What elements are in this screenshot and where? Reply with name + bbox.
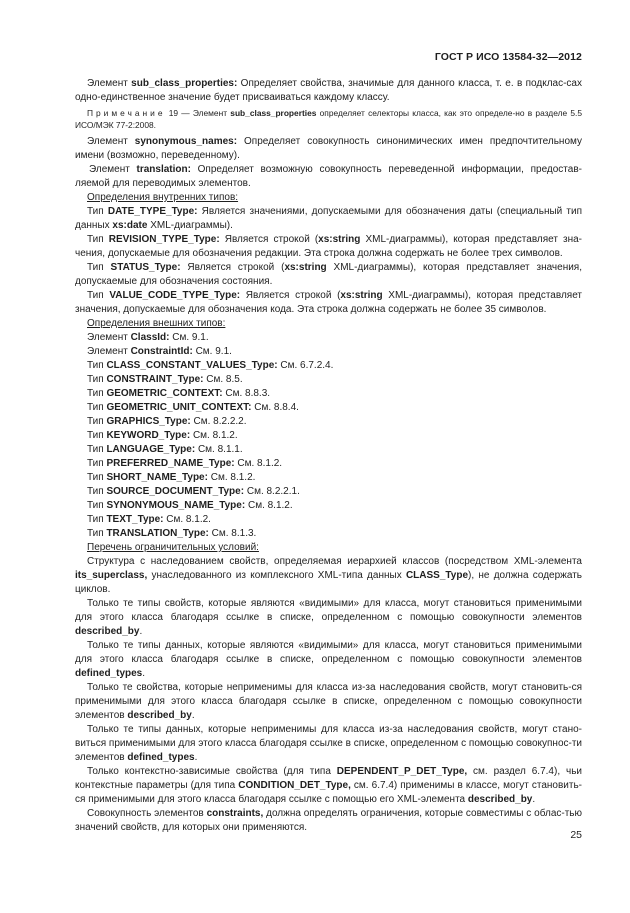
text-run: Элемент xyxy=(87,78,132,89)
text-run: Тип xyxy=(87,388,107,399)
paragraph-translation xyxy=(75,163,582,191)
type-name: SYNONYMOUS_NAME_Type: xyxy=(106,500,246,511)
text-run: . xyxy=(142,668,146,679)
external-type-item xyxy=(75,331,582,345)
text-run: Определяет возможную совокупность переведенной информации, предостав-ляемой для переводимых элементов. xyxy=(75,164,582,189)
page-number: 25 xyxy=(570,829,582,841)
type-name: CLASS_Type xyxy=(405,570,469,581)
section-heading-constraints: Перечень ограничительных условий: xyxy=(87,542,259,553)
constraint-inheritance-cycles xyxy=(75,555,582,597)
type-name: REVISION_TYPE_Type: xyxy=(108,234,220,245)
constraint-visible-datatypes xyxy=(75,639,582,681)
datatype-name: xs:string xyxy=(318,234,361,245)
reference: См. 8.1.2. xyxy=(207,472,256,483)
reference: См. 8.1.2. xyxy=(245,500,293,511)
text-run: Структура с наследованием свойств, определяемая иерархией классов (посредством XML-элемента xyxy=(87,556,582,567)
type-name: CONSTRAINT_Type: xyxy=(106,374,204,385)
type-name: CONDITION_DET_Type, xyxy=(238,780,351,791)
element-name: constraints, xyxy=(206,808,264,819)
text-run: Только те типы свойств, которые являются «видимыми» для класса, могут становиться применимыми для этого класса благодаря ссылке в списке, определенном с помощью совокупности элементов xyxy=(75,598,582,623)
text-run: Является строкой ( xyxy=(219,234,319,245)
constraint-context-dependent xyxy=(75,765,582,807)
external-type-item xyxy=(75,513,582,527)
text-run: Элемент xyxy=(87,332,131,343)
text-run: . xyxy=(194,752,198,763)
text-run: см. 6.7.4) применимы в классе, могут становить-ся применимыми для этого класса благодаря ссылке с помощью его XML-элемента xyxy=(75,780,582,805)
text-run: Тип xyxy=(87,402,107,413)
type-name: ClassId: xyxy=(130,332,170,343)
type-name: SOURCE_DOCUMENT_Type: xyxy=(106,486,245,497)
text-run: Тип xyxy=(87,234,109,245)
type-name: GEOMETRIC_CONTEXT: xyxy=(106,388,223,399)
text-run: Элемент xyxy=(89,164,137,175)
text-run: Тип xyxy=(87,514,107,525)
text-run: XML-диаграммы), которая представляет значения, допускаемые для обозначения кода. Эта строка должна содержать не более 35 символов. xyxy=(75,290,583,315)
type-name: LANGUAGE_Type: xyxy=(106,444,196,455)
section-heading-internal-types: Определения внутренних типов: xyxy=(87,192,239,203)
reference: См. 8.2.2.2. xyxy=(190,416,247,427)
text-run: Определяет совокупность синонимических имен предпочтительному имени (возможно, переведенному). xyxy=(75,136,582,161)
text-run: Тип xyxy=(87,500,107,511)
text-run: XML-диаграммы). xyxy=(147,220,233,231)
type-name: DATE_TYPE_Type: xyxy=(107,206,198,217)
type-name: VALUE_CODE_TYPE_Type: xyxy=(109,290,241,301)
external-type-item xyxy=(75,457,582,471)
text-run: Только те типы данных, которые являются «видимыми» для класса, могут становиться применимыми для этого класса благодаря ссылке в списке, определенном с помощью совокупности элементов xyxy=(75,640,582,665)
external-type-item xyxy=(75,415,582,429)
text-run: Только те типы данных, которые неприменимы для класса из-за наследования свойств, могут стано-виться применимыми для этого класса благодаря ссылке в списке, определенном с помощью совокупнос-ти элементов xyxy=(75,724,582,763)
text-run: Определяет свойства, значимые для данного класса, т. е. в подклас-сах одно-единственное значение будет присваиваться каждому классу. xyxy=(75,78,582,103)
page-content xyxy=(75,77,582,835)
reference: См. 8.1.2. xyxy=(190,430,238,441)
text-run: Элемент xyxy=(87,136,135,147)
type-name: TRANSLATION_Type: xyxy=(106,528,209,539)
text-run: Тип xyxy=(87,374,107,385)
text-run: Тип xyxy=(87,360,107,371)
type-name: SHORT_NAME_Type: xyxy=(106,472,208,483)
constraint-inapplicable-properties xyxy=(75,681,582,723)
reference: См. 8.1.2. xyxy=(234,458,283,469)
text-run: . xyxy=(139,626,143,637)
type-name: KEYWORD_Type: xyxy=(106,430,191,441)
text-run: унаследованного из комплексного XML-типа данных xyxy=(147,570,406,581)
text-run: Элемент xyxy=(87,346,131,357)
text-run: Тип xyxy=(87,444,107,455)
element-name: defined_types xyxy=(127,752,195,763)
type-name: ConstraintId: xyxy=(130,346,193,357)
external-type-item xyxy=(75,429,582,443)
type-name: DEPENDENT_P_DET_Type, xyxy=(336,766,468,777)
element-name: its_superclass, xyxy=(75,570,148,581)
paragraph-value-code-type xyxy=(75,289,582,317)
element-name: sub_class_properties: xyxy=(131,78,238,89)
text-run: Тип xyxy=(87,528,107,539)
external-type-item xyxy=(75,401,582,415)
text-run: Тип xyxy=(87,262,111,273)
text-run: Является строкой ( xyxy=(240,290,341,301)
external-type-item xyxy=(75,443,582,457)
external-types-list xyxy=(75,331,582,541)
paragraph-revision-type xyxy=(75,233,582,261)
text-run: Только те свойства, которые неприменимы для класса из-за наследования свойств, могут становить-ся применимыми для этого класса благодаря ссылке в списке, определенном с помощью совокупности элементов xyxy=(75,682,582,721)
reference: См. 8.8.3. xyxy=(222,388,271,399)
external-type-item xyxy=(75,499,582,513)
text-run: должна определять ограничения, которые совместимы с облас-тью значений свойств, для которых они применяются. xyxy=(75,808,583,833)
constraint-visible-properties xyxy=(75,597,582,639)
note-19 xyxy=(75,107,582,131)
type-name: GEOMETRIC_UNIT_CONTEXT: xyxy=(106,402,252,413)
section-heading-external-types: Определения внешних типов: xyxy=(87,318,226,329)
text-run: 19 — Элемент xyxy=(165,108,231,118)
paragraph-status-type xyxy=(75,261,582,289)
element-name: described_by xyxy=(75,626,140,637)
text-run: Тип xyxy=(87,206,108,217)
reference: См. 9.1. xyxy=(192,346,232,357)
external-type-item xyxy=(75,387,582,401)
external-type-item xyxy=(75,527,582,541)
text-run: Тип xyxy=(87,430,107,441)
external-type-item xyxy=(75,359,582,373)
type-name: STATUS_Type: xyxy=(110,262,181,273)
constraint-constraints-compatibility xyxy=(75,807,582,835)
text-run: Тип xyxy=(87,472,107,483)
text-run: XML-диаграммы), которая представляет зна-чения, допускаемые для обозначения редакции. Эта строка должна содержать не более трех символов. xyxy=(75,234,583,259)
element-name: sub_class_properties xyxy=(230,108,317,118)
text-run: определяет селекторы класса, как это определе-но в разделе 5.5 ИСО/МЭК 77-2:2008. xyxy=(75,108,582,130)
text-run: см. раздел 6.7.4), чьи контекстные параметры (для типа xyxy=(75,766,582,791)
external-type-item xyxy=(75,471,582,485)
text-run: . xyxy=(532,794,536,805)
text-run: Совокупность элементов xyxy=(87,808,207,819)
paragraph-date-type xyxy=(75,205,582,233)
element-name: defined_types xyxy=(75,668,143,679)
text-run: Тип xyxy=(87,416,107,427)
reference: См. 6.7.2.4. xyxy=(277,360,334,371)
paragraph-synonymous-names xyxy=(75,135,582,163)
datatype-name: xs:date xyxy=(112,220,148,231)
type-name: PREFERRED_NAME_Type: xyxy=(106,458,235,469)
external-type-item xyxy=(75,373,582,387)
text-run: Тип xyxy=(87,290,110,301)
datatype-name: xs:string xyxy=(340,290,383,301)
element-name: synonymous_names: xyxy=(134,136,238,147)
element-name: described_by xyxy=(467,794,533,805)
paragraph-sub-class-properties xyxy=(75,77,582,105)
reference: См. 8.1.3. xyxy=(208,528,257,539)
text-run: Является строкой ( xyxy=(180,262,285,273)
text-run: Является значениями, допускаемыми для обозначения даты (специальный тип данных xyxy=(75,206,583,231)
text-run: Только контекстно-зависимые свойства (для типа xyxy=(87,766,337,777)
text-run: Тип xyxy=(87,486,107,497)
constraint-inapplicable-datatypes xyxy=(75,723,582,765)
text-run: . xyxy=(191,710,195,721)
reference: См. 8.1.1. xyxy=(195,444,243,455)
datatype-name: xs:string xyxy=(284,262,327,273)
external-type-item xyxy=(75,345,582,359)
reference: См. 9.1. xyxy=(169,332,209,343)
reference: См. 8.5. xyxy=(203,374,243,385)
element-name: translation: xyxy=(136,164,191,175)
text-run: Тип xyxy=(87,458,107,469)
reference: См. 8.8.4. xyxy=(251,402,299,413)
note-label: Примечание xyxy=(87,108,166,118)
element-name: described_by xyxy=(127,710,192,721)
text-run: XML-диаграммы), которая представляет значения, допускаемые для обозначения состояния. xyxy=(75,262,583,287)
type-name: CLASS_CONSTANT_VALUES_Type: xyxy=(106,360,278,371)
reference: См. 8.2.2.1. xyxy=(244,486,300,497)
external-type-item xyxy=(75,485,582,499)
text-run: ), не должна содержать циклов. xyxy=(75,570,582,595)
reference: См. 8.1.2. xyxy=(163,514,211,525)
type-name: GRAPHICS_Type: xyxy=(106,416,191,427)
standard-header: ГОСТ Р ИСО 13584-32—2012 xyxy=(434,51,582,63)
type-name: TEXT_Type: xyxy=(106,514,164,525)
